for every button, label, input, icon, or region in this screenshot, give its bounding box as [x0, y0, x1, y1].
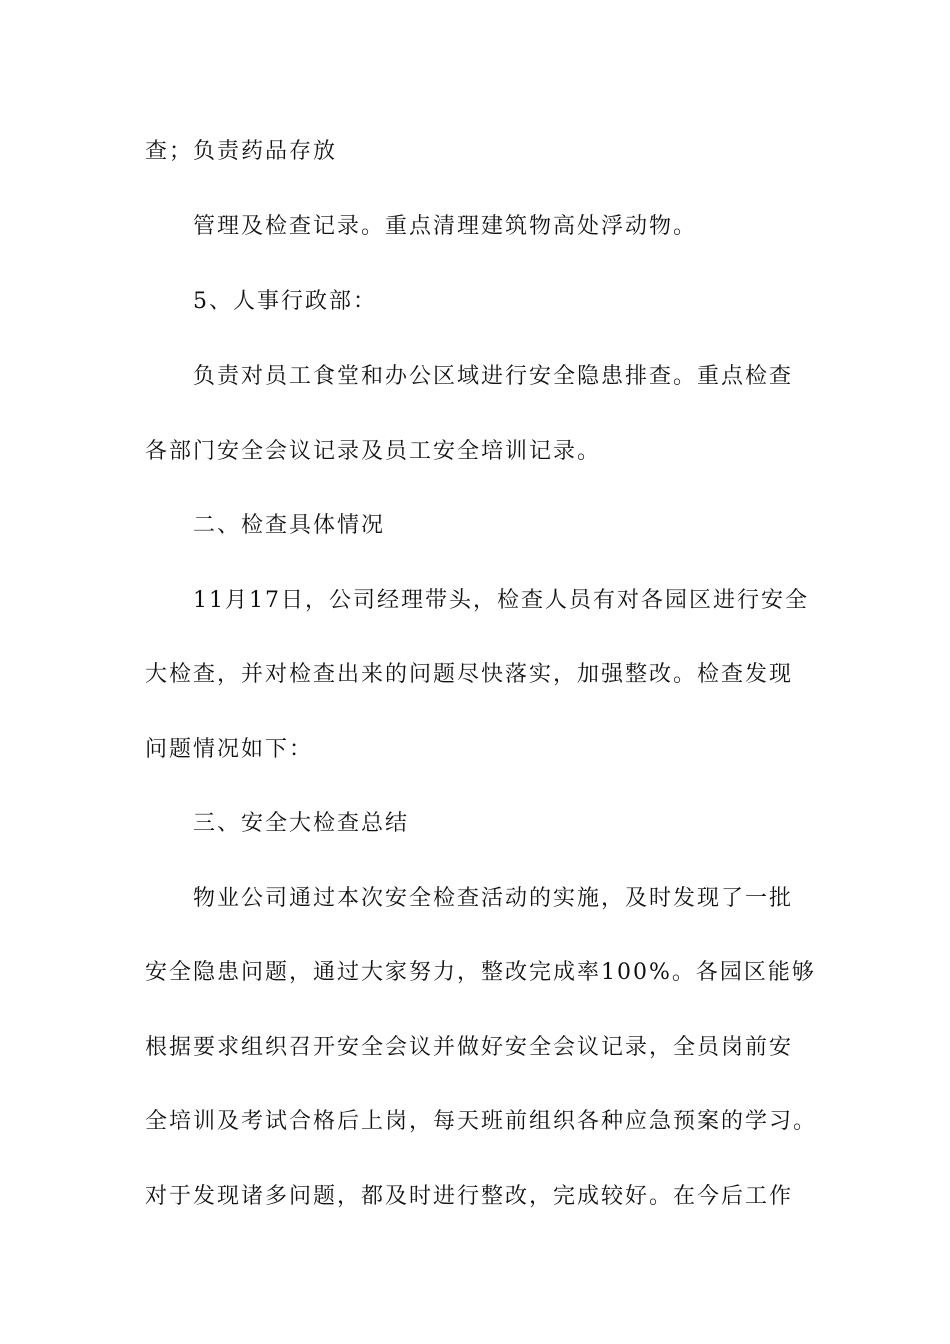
text-line: 管理及检查记录。重点清理建筑物高处浮动物。	[193, 214, 698, 239]
text-line: 查；负责药品存放	[145, 139, 338, 164]
text-line: 11月17日，公司经理带头，检查人员有对各园区进行安全	[193, 588, 809, 613]
text-line: 安全隐患问题，通过大家努力，整改完成率100%。各园区能够	[145, 960, 816, 985]
text-line: 问题情况如下：	[145, 737, 314, 762]
section-heading: 三、安全大检查总结	[193, 811, 410, 836]
text-line: 负责对员工食堂和办公区域进行安全隐患排查。重点检查	[193, 364, 794, 389]
text-line: 全培训及考试合格后上岗，每天班前组织各种应急预案的学习。	[145, 1109, 818, 1134]
text-line: 物业公司通过本次安全检查活动的实施，及时发现了一批	[193, 886, 794, 911]
text-line: 根据要求组织召开安全会议并做好安全会议记录，全员岗前安	[145, 1035, 794, 1060]
text-line: 各部门安全会议记录及员工安全培训记录。	[145, 439, 602, 464]
section-heading: 5、人事行政部：	[193, 289, 377, 314]
section-heading: 二、检查具体情况	[193, 513, 386, 538]
text-line: 大检查，并对检查出来的问题尽快落实，加强整改。检查发现	[145, 662, 794, 687]
text-line: 对于发现诸多问题，都及时进行整改，完成较好。在今后工作	[145, 1184, 794, 1209]
